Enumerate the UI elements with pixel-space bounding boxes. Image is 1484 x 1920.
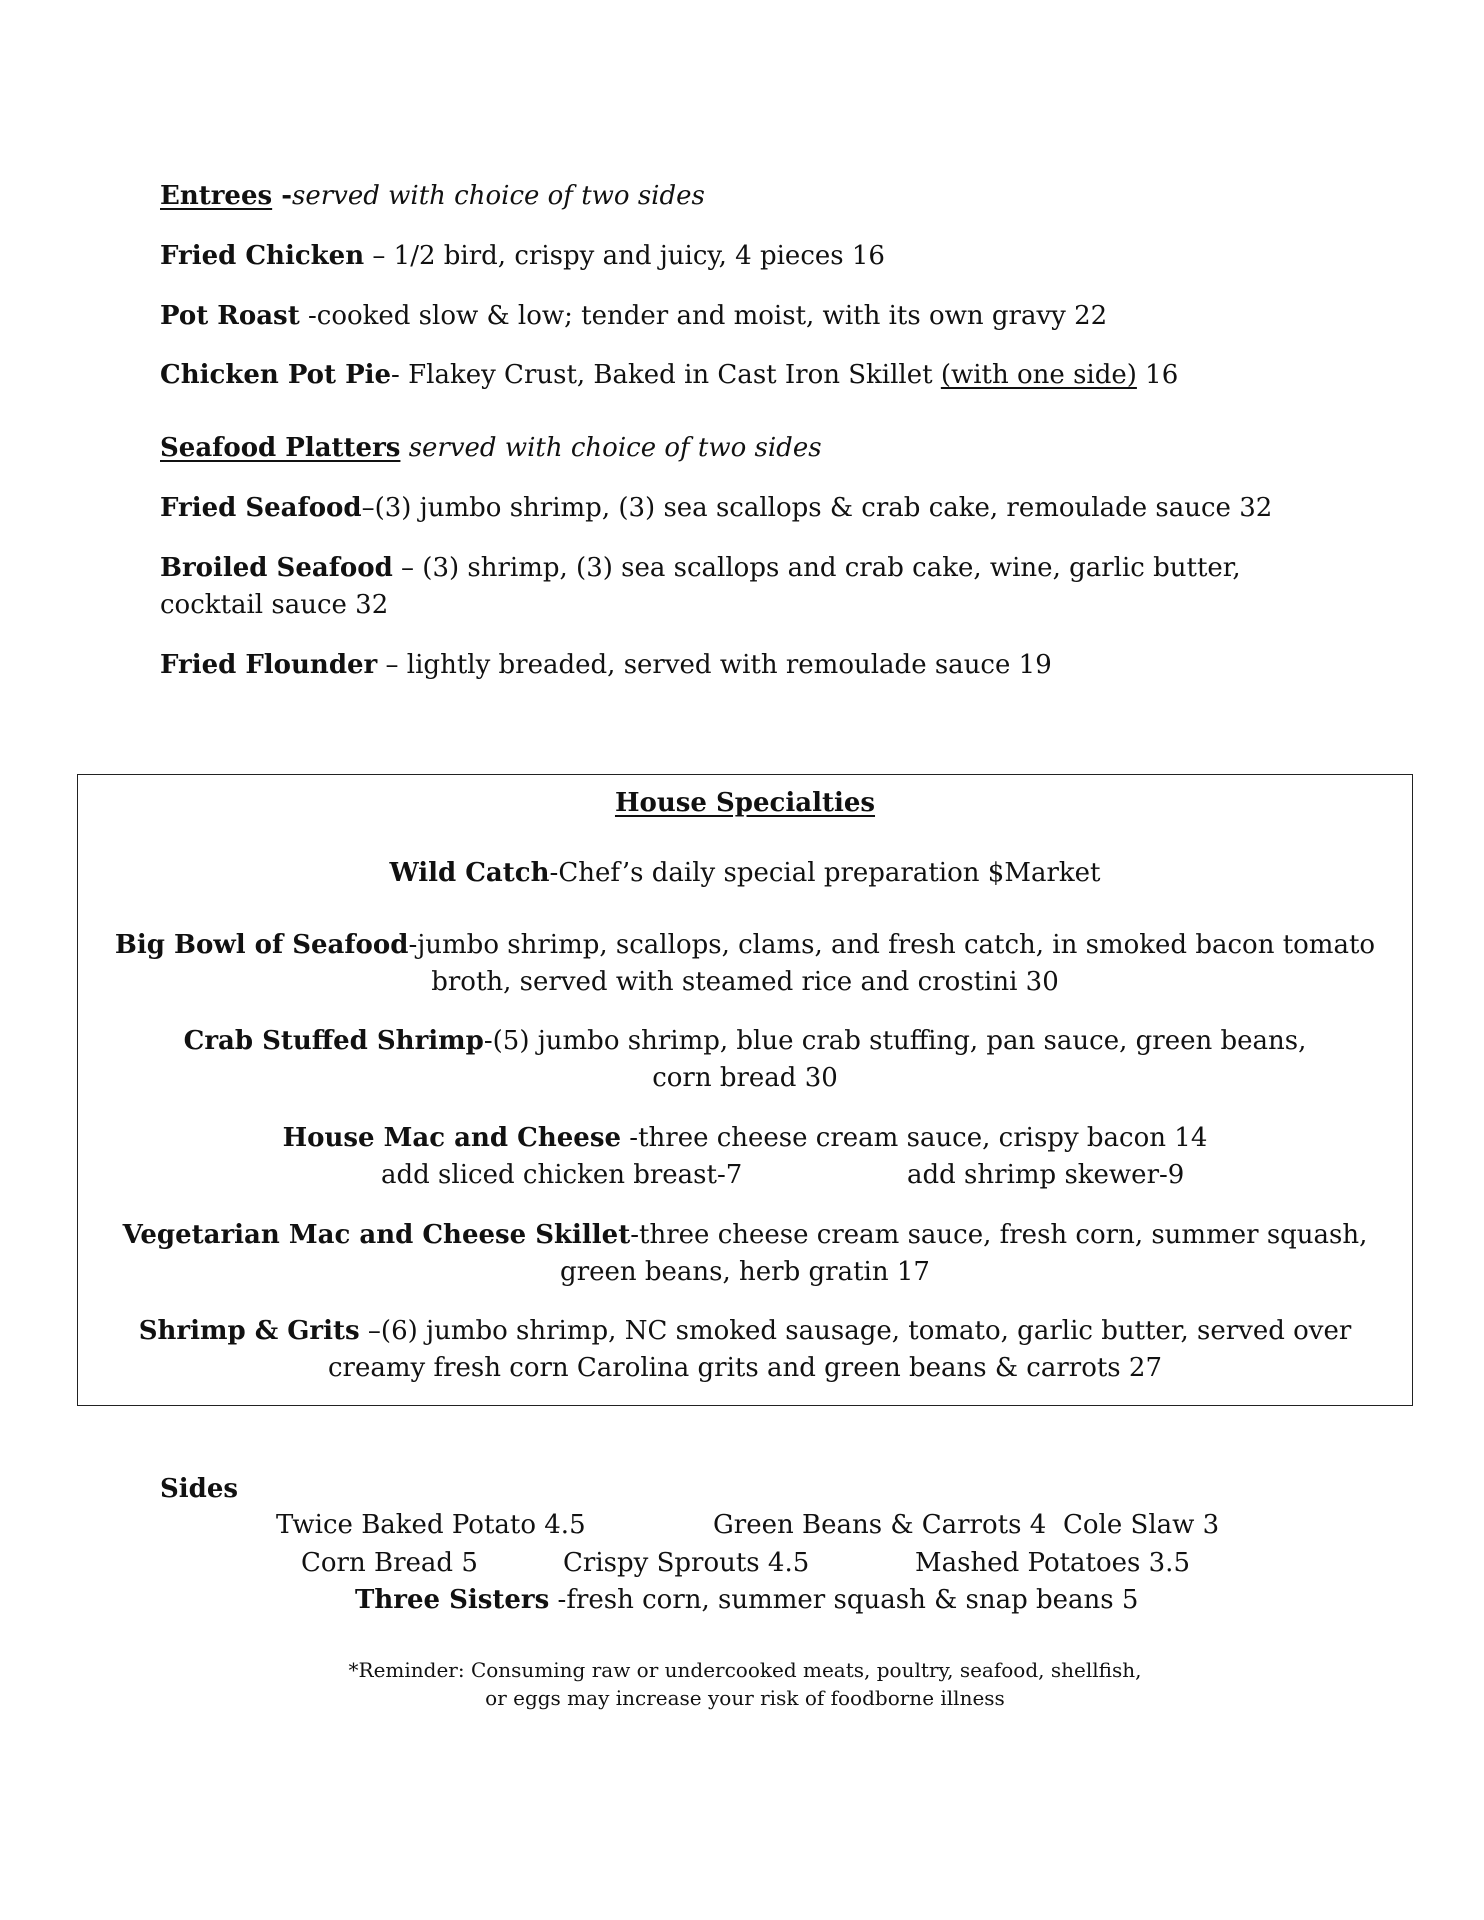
side-item: Twice Baked Potato 4.5 (276, 1510, 586, 1540)
specialty-item (78, 1023, 1412, 1059)
entrees-heading-note: served with choice of two sides (292, 181, 705, 211)
item-desc: – 1/2 bird, crispy and juicy, 4 pieces 16 (364, 241, 885, 271)
specialty-item-continued (78, 964, 1412, 1000)
item-desc: –(3) jumbo shrimp, (3) sea scallops & crab cake, remoulade sauce 32 (361, 493, 1273, 523)
item-desc: -Chef’s daily special preparation $Market (549, 858, 1101, 888)
addon-chicken: add sliced chicken breast-7 (381, 1160, 743, 1190)
side-item: Mashed Potatoes 3.5 (915, 1548, 1190, 1578)
side-item: Corn Bread 5 (301, 1548, 478, 1578)
item-desc: -three cheese cream sauce, fresh corn, summer squash, (630, 1220, 1368, 1250)
item-desc: -three cheese cream sauce, crispy bacon 14 (621, 1123, 1208, 1153)
item-name: Fried Chicken (160, 241, 365, 271)
item-name: Broiled Seafood (160, 553, 393, 583)
entrees-heading-line (160, 178, 705, 214)
item-desc-continued: green beans, herb gratin 17 (560, 1257, 930, 1287)
seafood-heading-note: served with choice of two sides (400, 433, 822, 463)
specialties-heading: House Specialties (614, 788, 876, 818)
item-name: Big Bowl of Seafood (114, 930, 409, 960)
menu-item (160, 550, 1241, 586)
entrees-heading-dash: - (272, 181, 292, 211)
item-name: Shrimp & Grits (138, 1316, 360, 1346)
item-name: Fried Seafood (160, 493, 362, 523)
specialty-item (78, 927, 1412, 963)
side-desc: -fresh corn, summer squash & snap beans 5 (549, 1585, 1139, 1615)
item-desc: – lightly breaded, served with remoulade sauce 19 (377, 650, 1052, 680)
item-desc: -(5) jumbo shrimp, blue crab stuffing, pan sauce, green beans, (483, 1026, 1307, 1056)
seafood-heading-line (160, 430, 822, 466)
item-name: Crab Stuffed Shrimp (183, 1026, 484, 1056)
specialty-item (78, 1217, 1412, 1253)
reminder-line-2: or eggs may increase your risk of foodborne illness (485, 1686, 1005, 1710)
item-desc: – (3) shrimp, (3) sea scallops and crab cake, wine, garlic butter, (392, 553, 1241, 583)
item-desc: -cooked slow & low; tender and moist, with its own gravy 22 (299, 301, 1108, 331)
item-name: Pot Roast (160, 301, 300, 331)
item-name: Wild Catch (389, 858, 550, 888)
item-desc-continued: broth, served with steamed rice and crostini 30 (431, 967, 1059, 997)
item-name: Fried Flounder (160, 650, 378, 680)
specialty-item-continued (78, 1254, 1412, 1290)
side-item-three-sisters (355, 1582, 1138, 1618)
specialty-item (78, 855, 1412, 891)
item-desc: –(6) jumbo shrimp, NC smoked sausage, tomato, garlic butter, served over (359, 1316, 1352, 1346)
menu-item (160, 238, 885, 274)
menu-item (160, 647, 1052, 683)
side-name: Three Sisters (355, 1585, 550, 1615)
item-name: Vegetarian Mac and Cheese Skillet (122, 1220, 631, 1250)
specialty-item-continued (78, 1350, 1412, 1386)
addon-shrimp: add shrimp skewer-9 (907, 1160, 1185, 1190)
item-desc-continued: corn bread 30 (652, 1063, 838, 1093)
menu-item-continued (160, 587, 388, 623)
item-name: Chicken Pot Pie (160, 360, 392, 390)
house-specialties-box (77, 774, 1413, 1406)
menu-item (160, 357, 1178, 393)
item-desc: - Flakey Crust, Baked in Cast Iron Skillet (391, 360, 941, 390)
item-note: (with one side) (940, 360, 1137, 390)
menu-item (160, 298, 1107, 334)
seafood-heading: Seafood Platters (160, 433, 401, 463)
menu-item (160, 490, 1272, 526)
item-desc-continued: creamy fresh corn Carolina grits and green beans & carrots 27 (327, 1353, 1162, 1383)
side-item: Green Beans & Carrots 4 (713, 1510, 1047, 1540)
specialty-item (78, 1313, 1412, 1349)
side-item: Cole Slaw 3 (1063, 1510, 1220, 1540)
item-price: 16 (1136, 360, 1179, 390)
reminder-line-1: *Reminder: Consuming raw or undercooked meats, poultry, seafood, shellfish, (348, 1658, 1142, 1682)
item-desc-continued: cocktail sauce 32 (160, 590, 389, 620)
specialty-item-continued (78, 1060, 1412, 1096)
side-item: Crispy Sprouts 4.5 (563, 1548, 810, 1578)
specialty-item (78, 1120, 1412, 1156)
sides-heading: Sides (160, 1474, 239, 1504)
specialties-heading-line (78, 785, 1412, 821)
entrees-heading: Entrees (160, 181, 273, 211)
item-name: House Mac and Cheese (282, 1123, 622, 1153)
item-desc: -jumbo shrimp, scallops, clams, and fresh catch, in smoked bacon tomato (408, 930, 1376, 960)
